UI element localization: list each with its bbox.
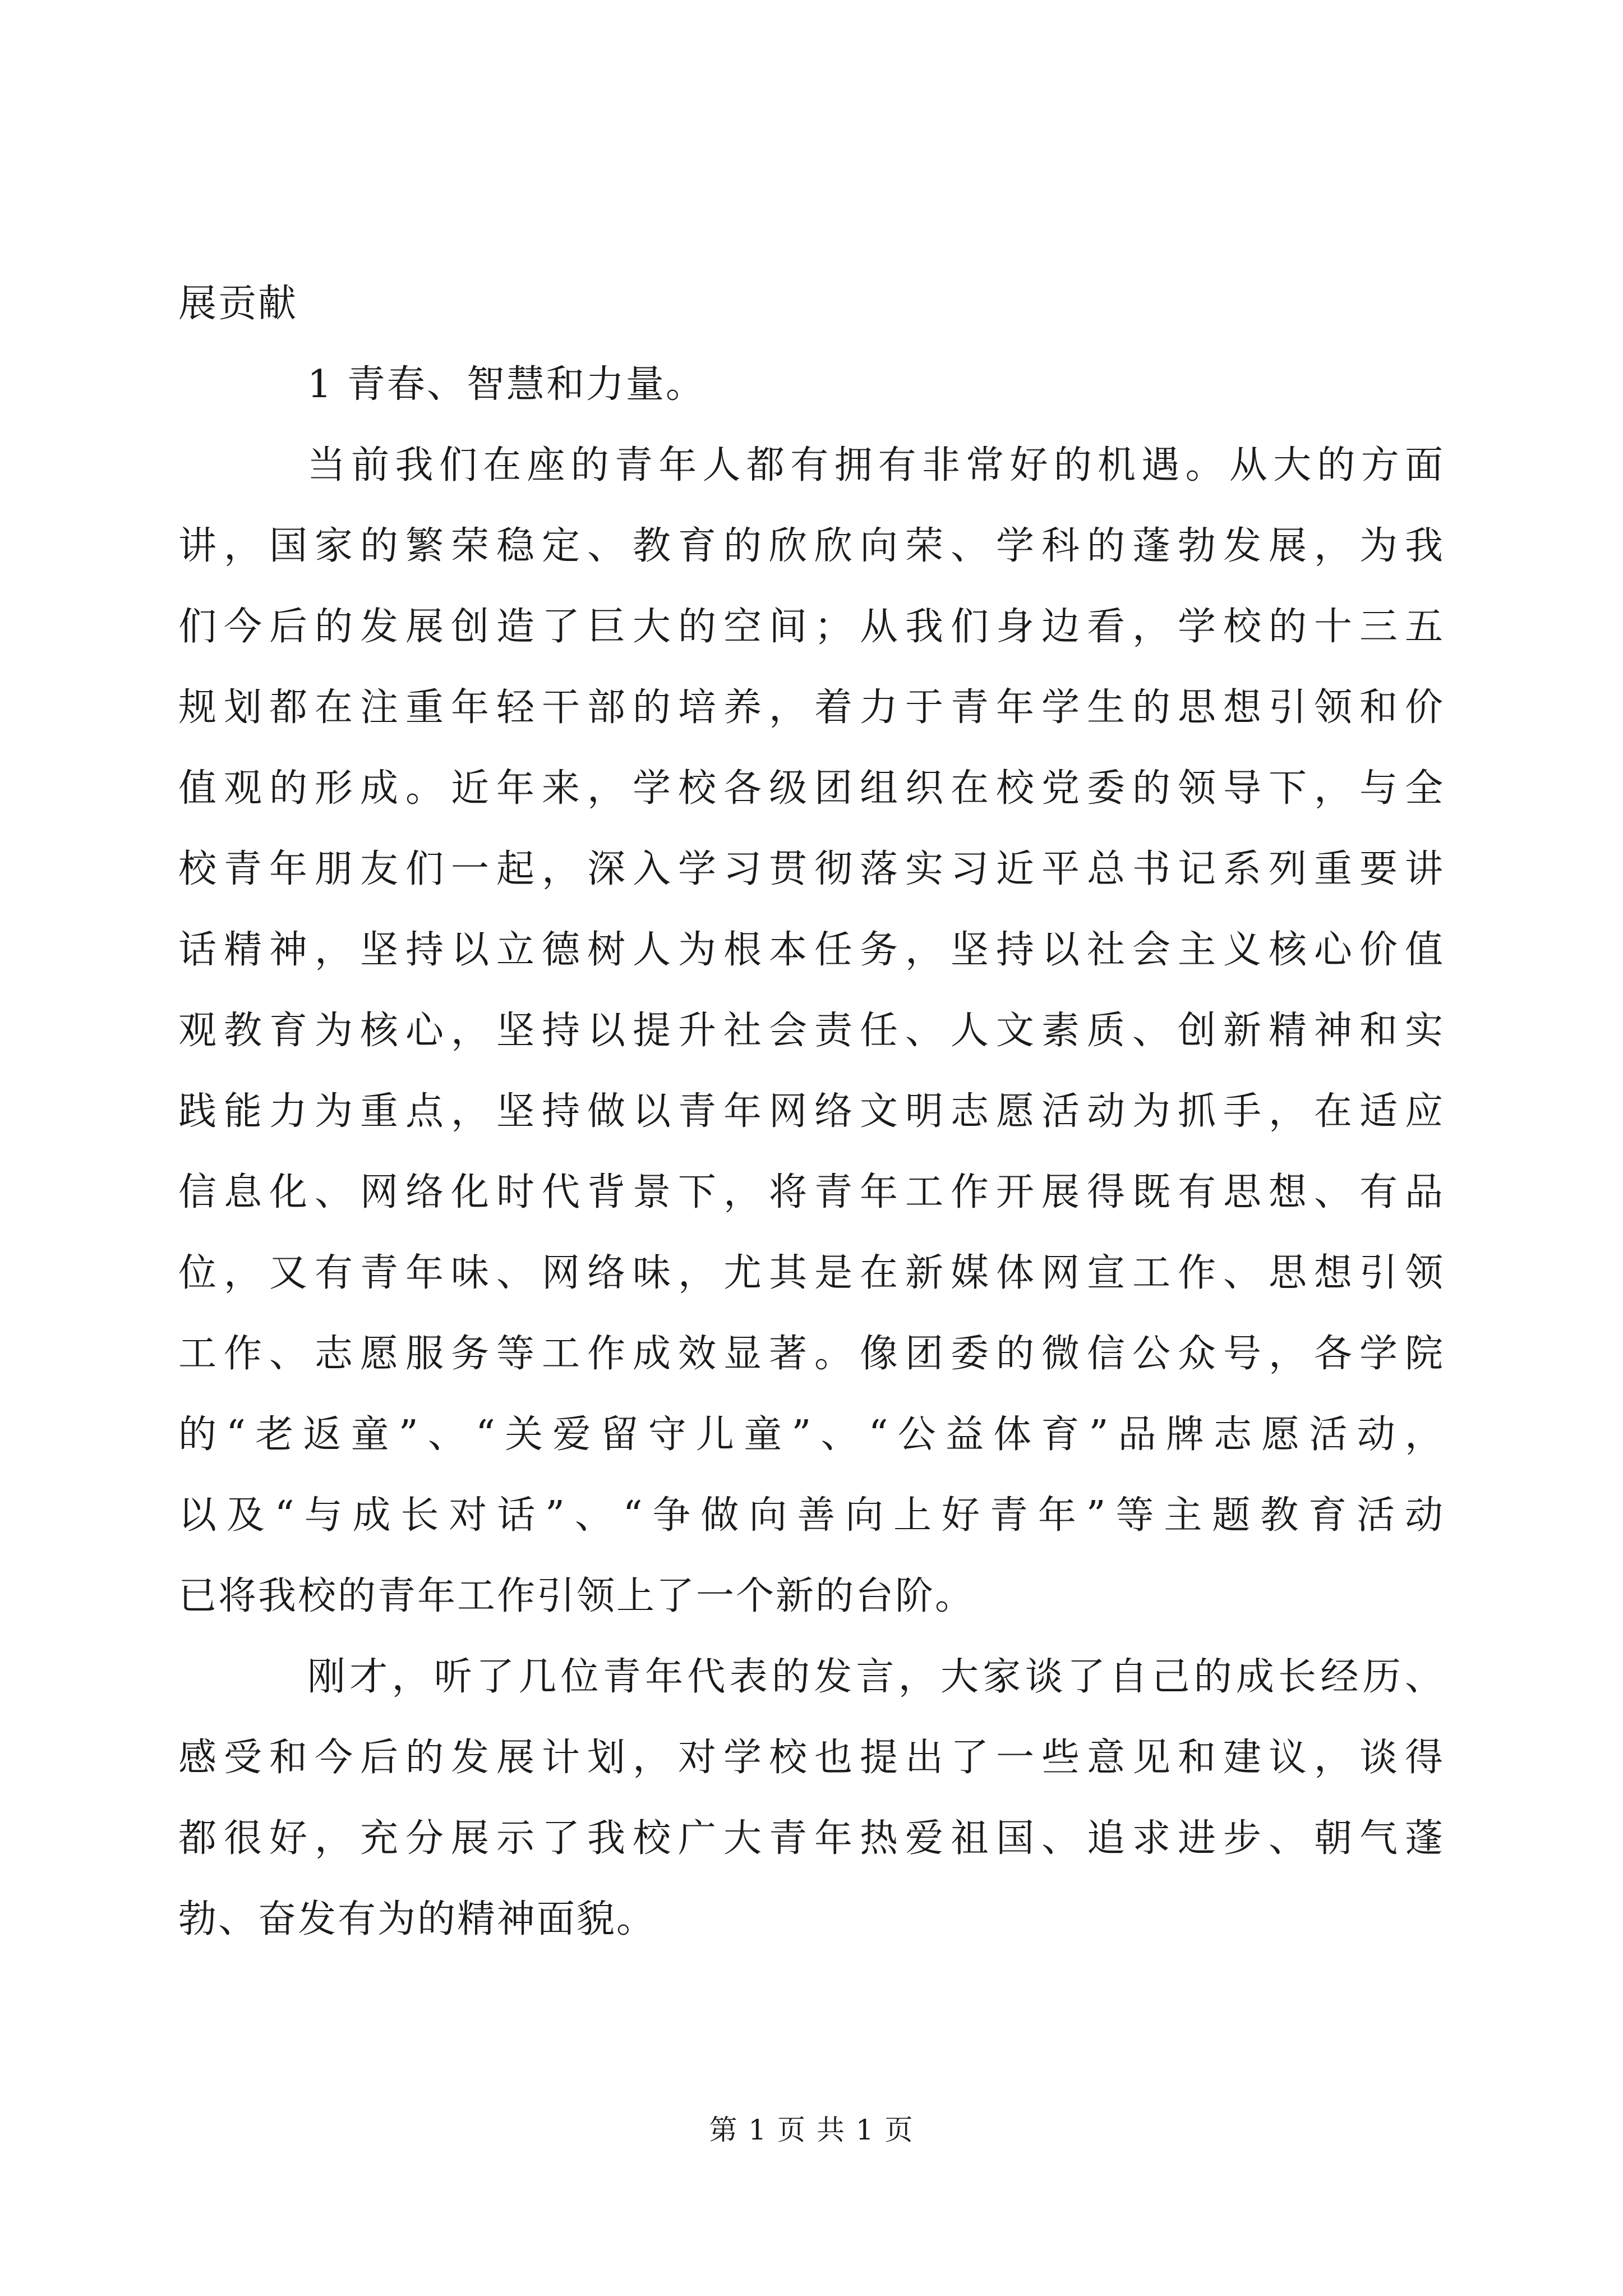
document-body bbox=[178, 264, 1445, 1960]
text-line: 感受和今后的发展计划，对学校也提出了一些意见和建议，谈得 bbox=[178, 1736, 1445, 1780]
text-line: 展贡献 bbox=[178, 282, 298, 326]
text-line: 们今后的发展创造了巨大的空间；从我们身边看，学校的十三五 bbox=[178, 605, 1445, 649]
text-line: 讲，国家的繁荣稳定、教育的欣欣向荣、学科的蓬勃发展，为我 bbox=[178, 524, 1445, 568]
text-line: 规划都在注重年轻干部的培养，着力于青年学生的思想引领和价 bbox=[178, 685, 1445, 730]
paragraph-first-line: 刚才，听了几位青年代表的发言，大家谈了自己的成长经历、 bbox=[307, 1655, 1445, 1699]
text-line: 话精神，坚持以立德树人为根本任务，坚持以社会主义核心价值 bbox=[178, 928, 1445, 972]
text-line: 已将我校的青年工作引领上了一个新的台阶。 bbox=[178, 1574, 975, 1618]
text-line: 勃、奋发有为的精神面貌。 bbox=[178, 1897, 657, 1941]
text-line: 践能力为重点，坚持做以青年网络文明志愿活动为抓手，在适应 bbox=[178, 1089, 1445, 1134]
text-line: 工作、志愿服务等工作成效显著。像团委的微信公众号，各学院 bbox=[178, 1332, 1445, 1376]
text-line: 校青年朋友们一起，深入学习贯彻落实习近平总书记系列重要讲 bbox=[178, 847, 1445, 891]
paragraph-first-line: 当前我们在座的青年人都有拥有非常好的机遇。从大的方面 bbox=[307, 443, 1445, 487]
text-line: 值观的形成。近年来，学校各级团组织在校党委的领导下，与全 bbox=[178, 766, 1445, 811]
text-line: 都很好，充分展示了我校广大青年热爱祖国、追求进步、朝气蓬 bbox=[178, 1816, 1445, 1861]
text-line: 1 青春、智慧和力量。 bbox=[307, 362, 706, 407]
text-line: 观教育为核心，坚持以提升社会责任、人文素质、创新精神和实 bbox=[178, 1009, 1445, 1053]
page-number-footer: 第 1 页 共 1 页 bbox=[709, 2114, 914, 2146]
text-line: 的“老返童”、“关爱留守儿童”、“公益体育”品牌志愿活动， bbox=[178, 1412, 1445, 1457]
text-line: 以及“与成长对话”、“争做向善向上好青年”等主题教育活动 bbox=[178, 1493, 1445, 1538]
text-line: 信息化、网络化时代背景下，将青年工作开展得既有思想、有品 bbox=[178, 1170, 1445, 1214]
text-line: 位，又有青年味、网络味，尤其是在新媒体网宣工作、思想引领 bbox=[178, 1251, 1445, 1295]
